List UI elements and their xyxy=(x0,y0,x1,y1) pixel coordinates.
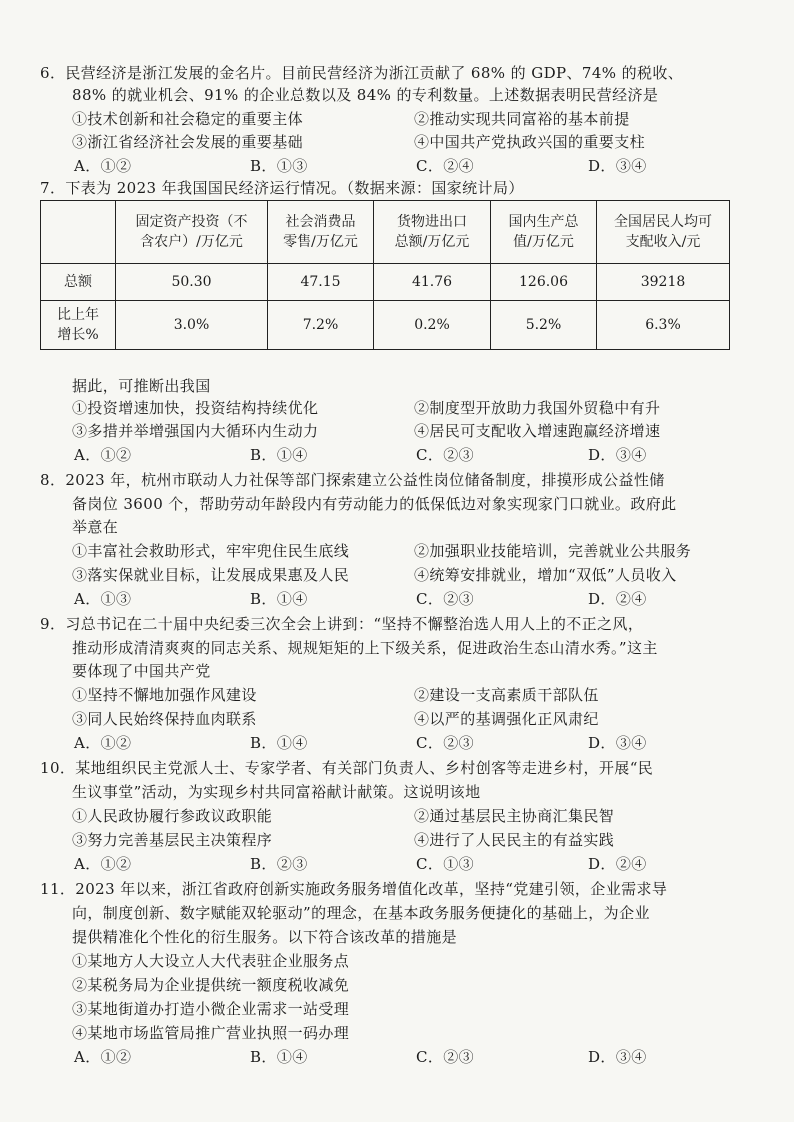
table-header-income: 全国居民人均可 支配收入/元 xyxy=(597,201,730,264)
economy-stats-table xyxy=(40,200,730,350)
q9-stem-line-3: 要体现了中国共产党 xyxy=(72,662,211,680)
q10-stem-line-2: 生议事堂”活动，为实现乡村共同富裕献计献策。这说明该地 xyxy=(72,783,481,801)
q8-option-3: ③落实保就业目标，让发展成果惠及人民 xyxy=(72,566,350,584)
q10-answer-d[interactable]: D．②④ xyxy=(588,855,647,873)
table-cell: 47.15 xyxy=(268,264,374,301)
table-row-label-growth: 比上年 增长% xyxy=(41,301,116,350)
table-row-label-total: 总额 xyxy=(41,264,116,301)
q8-option-2: ②加强职业技能培训，完善就业公共服务 xyxy=(414,542,692,560)
table-cell: 3.0% xyxy=(116,301,268,350)
table-header-gdp: 国内生产总 值/万亿元 xyxy=(491,201,597,264)
q7-answer-d[interactable]: D．③④ xyxy=(588,446,647,464)
q9-answer-c[interactable]: C．②③ xyxy=(416,734,475,752)
q8-answer-a[interactable]: A．①③ xyxy=(74,590,132,608)
q9-option-3: ③同人民始终保持血肉联系 xyxy=(72,710,257,728)
table-cell: 39218 xyxy=(597,264,730,301)
q10-answer-c[interactable]: C．①③ xyxy=(416,855,475,873)
table-cell: 41.76 xyxy=(374,264,491,301)
q11-stem-line-3: 提供精准化个性化的衍生服务。以下符合该改革的措施是 xyxy=(72,928,458,946)
table-corner-cell xyxy=(41,201,116,264)
q9-answer-b[interactable]: B．①④ xyxy=(250,734,308,752)
q8-option-1: ①丰富社会救助形式，牢牢兜住民生底线 xyxy=(72,542,350,560)
q8-answer-c[interactable]: C．②③ xyxy=(416,590,475,608)
q10-option-2: ②通过基层民主协商汇集民智 xyxy=(414,807,615,825)
table-cell: 6.3% xyxy=(597,301,730,350)
q7-lead: 据此，可推断出我国 xyxy=(72,377,211,395)
table-header-retail: 社会消费品 零售/万亿元 xyxy=(268,201,374,264)
q10-option-1: ①人民政协履行参政议政职能 xyxy=(72,807,273,825)
table-header-trade: 货物进出口 总额/万亿元 xyxy=(374,201,491,264)
q8-stem-line-3: 举意在 xyxy=(72,518,119,536)
table-cell: 7.2% xyxy=(268,301,374,350)
q6-option-4: ④中国共产党执政兴国的重要支柱 xyxy=(414,133,646,151)
q6-answer-row xyxy=(74,155,647,177)
q11-option-1: ①某地方人大设立人大代表驻企业服务点 xyxy=(72,952,350,970)
q7-option-3: ③多措并举增强国内大循环内生动力 xyxy=(72,422,319,440)
q10-option-3: ③努力完善基层民主决策程序 xyxy=(72,831,273,849)
q11-stem-line-2: 向，制度创新、数字赋能双轮驱动”的理念，在基本政务服务便捷化的基础上，为企业 xyxy=(72,904,650,922)
q10-answer-a[interactable]: A．①② xyxy=(74,855,132,873)
q11-answer-a[interactable]: A．①② xyxy=(74,1048,132,1066)
table-header-row xyxy=(41,201,730,264)
q8-option-4: ④统筹安排就业，增加“双低”人员收入 xyxy=(414,566,677,584)
q6-stem-line-1: 6．民营经济是浙江发展的金名片。目前民营经济为浙江贡献了 68% 的 GDP、74% 的税收、 xyxy=(40,64,684,82)
q6-option-3: ③浙江省经济社会发展的重要基础 xyxy=(72,133,304,151)
q11-option-2: ②某税务局为企业提供统一额度税收减免 xyxy=(72,976,350,994)
q11-answer-row xyxy=(74,1046,647,1068)
q11-stem-line-1: 11．2023 年以来，浙江省政府创新实施政务服务增值化改革，坚持“党建引领，企业需求导 xyxy=(40,880,668,898)
q7-option-4: ④居民可支配收入增速跑赢经济增速 xyxy=(414,422,661,440)
table-cell: 50.30 xyxy=(116,264,268,301)
q10-answer-row xyxy=(74,853,647,875)
q9-answer-row xyxy=(74,732,647,754)
q9-stem-line-1: 9．习总书记在二十届中央纪委三次全会上讲到：“坚持不懈整治选人用人上的不正之风， xyxy=(40,615,644,633)
q8-answer-b[interactable]: B．①④ xyxy=(250,590,308,608)
q6-answer-d[interactable]: D．③④ xyxy=(588,157,647,175)
table-row xyxy=(41,301,730,350)
q9-option-2: ②建设一支高素质干部队伍 xyxy=(414,686,599,704)
q11-answer-c[interactable]: C．②③ xyxy=(416,1048,475,1066)
q6-option-2: ②推动实现共同富裕的基本前提 xyxy=(414,110,630,128)
q7-answer-c[interactable]: C．②③ xyxy=(416,446,475,464)
q7-answer-b[interactable]: B．①④ xyxy=(250,446,308,464)
q9-option-1: ①坚持不懈地加强作风建设 xyxy=(72,686,257,704)
q7-option-1: ①投资增速加快，投资结构持续优化 xyxy=(72,399,319,417)
q7-answer-a[interactable]: A．①② xyxy=(74,446,132,464)
q7-answer-row xyxy=(74,444,647,466)
q11-option-3: ③某地街道办打造小微企业需求一站受理 xyxy=(72,1000,350,1018)
q6-stem-line-2: 88% 的就业机会、91% 的企业总数以及 84% 的专利数量。上述数据表明民营经济是 xyxy=(72,86,659,104)
table-row xyxy=(41,264,730,301)
table-cell: 126.06 xyxy=(491,264,597,301)
q10-stem-line-1: 10．某地组织民主党派人士、专家学者、有关部门负责人、乡村创客等走进乡村，开展“民 xyxy=(40,759,654,777)
q11-option-4: ④某地市场监管局推广营业执照一码办理 xyxy=(72,1024,350,1042)
table-cell: 0.2% xyxy=(374,301,491,350)
q6-answer-a[interactable]: A．①② xyxy=(74,157,132,175)
q8-stem-line-2: 备岗位 3600 个，帮助劳动年龄段内有劳动能力的低保低边对象实现家门口就业。政府此 xyxy=(72,495,677,513)
q10-answer-b[interactable]: B．②③ xyxy=(250,855,308,873)
q6-answer-c[interactable]: C．②④ xyxy=(416,157,475,175)
q8-answer-d[interactable]: D．②④ xyxy=(588,590,647,608)
q10-option-4: ④进行了人民民主的有益实践 xyxy=(414,831,615,849)
q6-answer-b[interactable]: B．①③ xyxy=(250,157,308,175)
q9-option-4: ④以严的基调强化正风肃纪 xyxy=(414,710,599,728)
q8-answer-row xyxy=(74,588,647,610)
q11-answer-d[interactable]: D．③④ xyxy=(588,1048,647,1066)
q7-option-2: ②制度型开放助力我国外贸稳中有升 xyxy=(414,399,661,417)
q8-stem-line-1: 8．2023 年，杭州市联动人力社保等部门探索建立公益性岗位储备制度，排摸形成公益性储 xyxy=(40,471,665,489)
q6-option-1: ①技术创新和社会稳定的重要主体 xyxy=(72,110,304,128)
table-header-investment: 固定资产投资（不 含农户）/万亿元 xyxy=(116,201,268,264)
q9-answer-a[interactable]: A．①② xyxy=(74,734,132,752)
q7-stem: 7．下表为 2023 年我国国民经济运行情况。（数据来源：国家统计局） xyxy=(40,179,524,197)
q9-answer-d[interactable]: D．③④ xyxy=(588,734,647,752)
q9-stem-line-2: 推动形成清清爽爽的同志关系、规规矩矩的上下级关系，促进政治生态山清水秀。”这主 xyxy=(72,639,658,657)
q11-answer-b[interactable]: B．①④ xyxy=(250,1048,308,1066)
table-cell: 5.2% xyxy=(491,301,597,350)
